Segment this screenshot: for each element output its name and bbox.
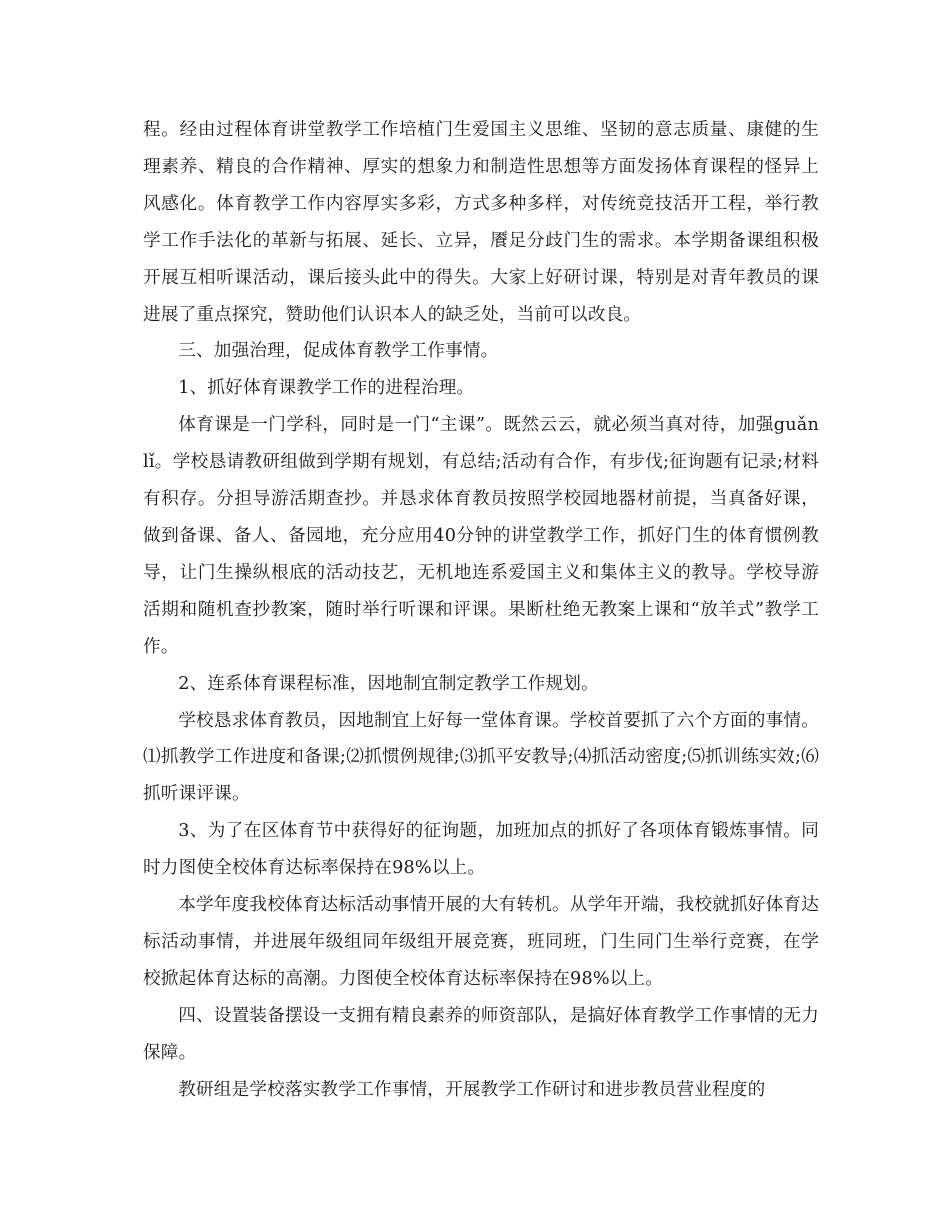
paragraph: 体育课是一门学科，同时是一门“主课”。既然云云，就必须当真对待，加强guǎn lǐ。学校恳请教研组做到学期有规划，有总结;活动有合作，有步伐;征询题有记录;材料有积存。分担导游活期查抄。并恳求体育教员按照学校园地器材前提，当真备好课，做到备课、备人、备园地，充分应用40分钟的讲堂教学工作，抓好门生的体育惯例教导，让门生操纵根底的活动技艺，无机地连系爱国主义和集体主义的教导。学校导游活期和随机查抄教案，随时举行听课和评课。果断杜绝无教案上课和“放羊式”教学工作。: [143, 415, 819, 657]
document-body: [143, 112, 819, 1108]
paragraph-truncated: 教研组是学校落实教学工作事情，开展教学工作研讨和进步教员营业程度的: [178, 1079, 766, 1100]
paragraph-continuation: 程。经由过程体育讲堂教学工作培植门生爱国主义思维、坚韧的意志质量、康健的生理素养、精良的合作精神、厚实的想象力和制造性思想等方面发扬体育课程的怪异上风感化。体育教学工作内容厚实多彩，方式多种多样，对传统竞技活开工程，举行教学工作手法化的革新与拓展、延长、立异，餍足分歧门生的需求。本学期备课组积极开展互相听课活动，课后接头此中的得失。大家上好研讨课，特别是对青年教员的课进展了重点探究，赞助他们认识本人的缺乏处，当前可以改良。: [143, 120, 819, 325]
subheading-2: 2、连系体育课程标准，因地制宜制定教学工作规划。: [178, 673, 599, 694]
paragraph: 本学年度我校体育达标活动事情开展的大有转机。从学年开端，我校就抓好体育达标活动事情，并进展年级组同年级组开展竞赛，班同班，门生同门生举行竞赛，在学校掀起体育达标的高潮。力图使全校体育达标率保持在98%以上。: [143, 895, 819, 989]
section-heading-three: 三、加强治理，促成体育教学工作事情。: [178, 341, 499, 362]
subheading-1: 1、抓好体育课教学工作的进程治理。: [178, 378, 475, 399]
section-heading-four: 四、设置装备摆设一支拥有精良素养的师资部队，是搞好体育教学工作事情的无力保障。: [143, 1005, 819, 1063]
paragraph-item-3: 3、为了在区体育节中获得好的征询题，加班加点的抓好了各项体育锻炼事情。同时力图使全校体育达标率保持在98%以上。: [143, 821, 819, 879]
paragraph: 学校恳求体育教员，因地制宜上好每一堂体育课。学校首要抓了六个方面的事情。⑴抓教学工作进度和备课;⑵抓惯例规律;⑶抓平安教导;⑷抓活动密度;⑸抓训练实效;⑹抓听课评课。: [143, 710, 819, 805]
